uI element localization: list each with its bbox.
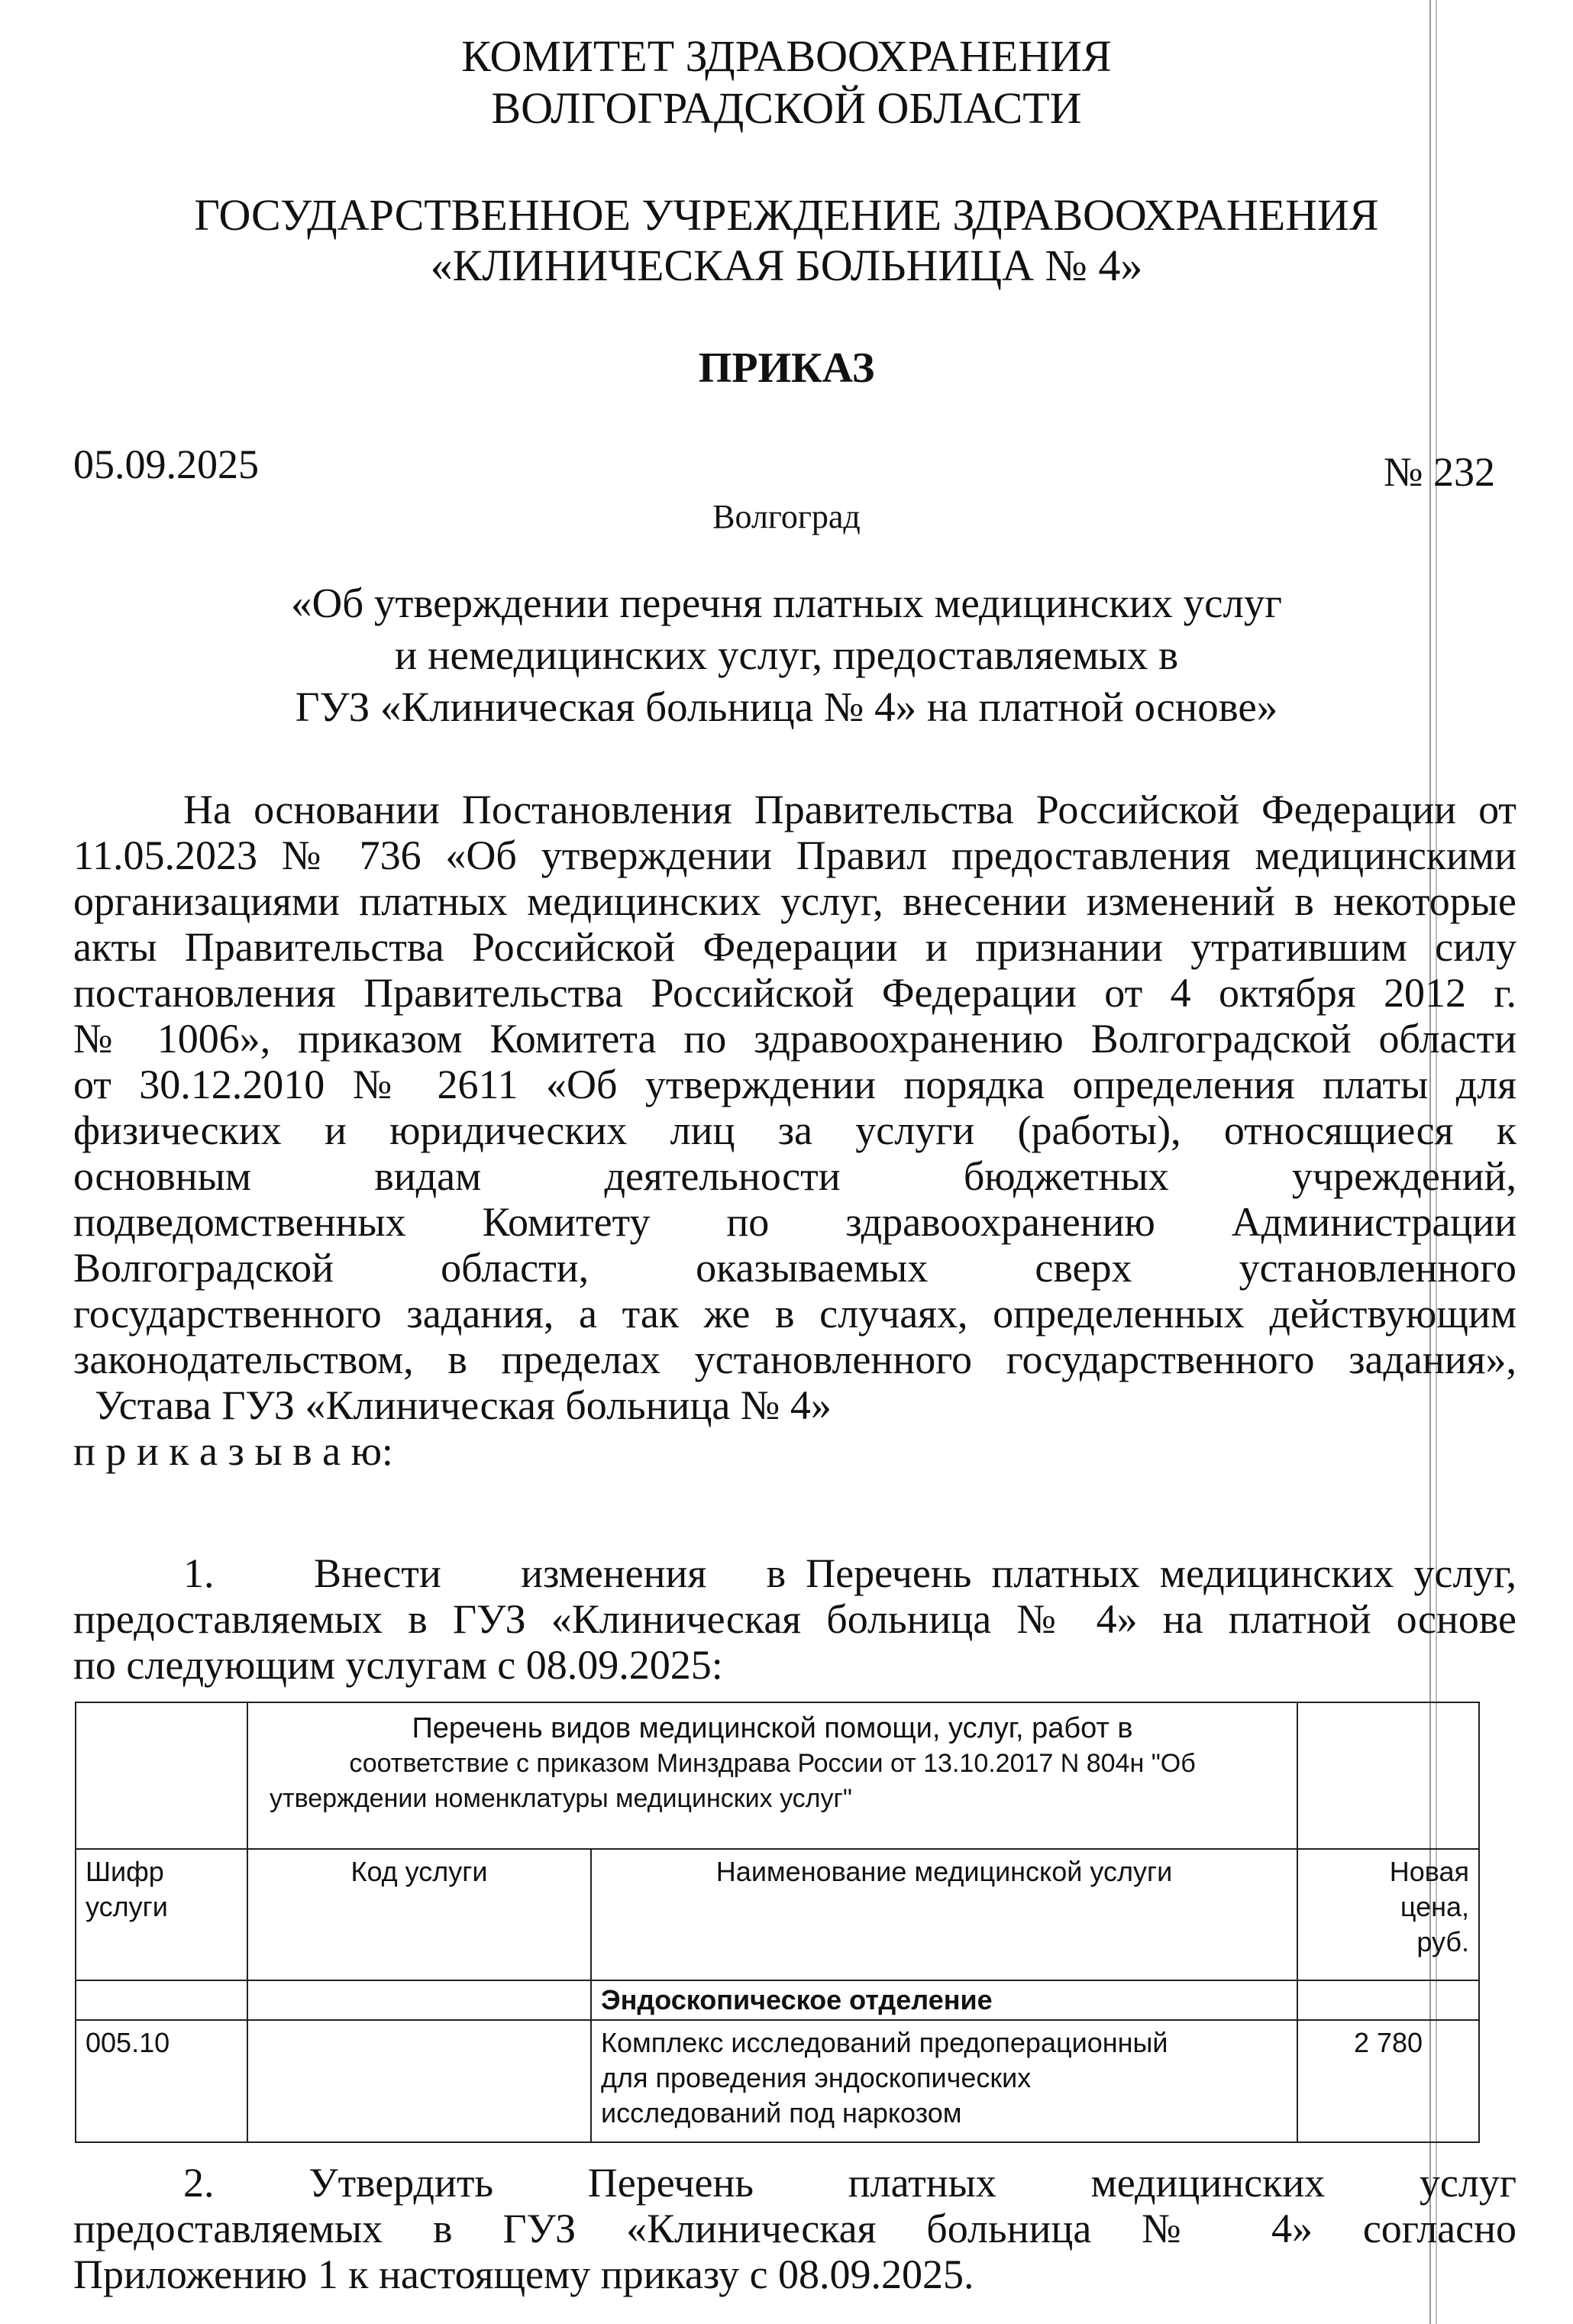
- preamble-line: № 1006», приказом Комитета по здравоохранению Волгоградской области: [73, 1016, 1516, 1062]
- service-name-line: исследований под наркозом: [601, 2097, 962, 2128]
- column-header-text: цена,: [1400, 1891, 1470, 1922]
- table-section-row: [76, 1980, 1479, 2020]
- section-title: Эндоскопическое отделение: [591, 1980, 1297, 2020]
- services-table: [75, 1702, 1480, 2143]
- committee-line-1: КОМИТЕТ ЗДРАВООХРАНЕНИЯ: [461, 31, 1112, 81]
- committee-line-2: ВОЛГОГРАДСКОЙ ОБЛАСТИ: [491, 83, 1082, 133]
- table-cell: [1297, 1980, 1479, 2020]
- preamble-line: физических и юридических лиц за услуги (работы), относящиеся к: [73, 1107, 1516, 1153]
- institution-line-1: ГОСУДАРСТВЕННОЕ УЧРЕЖДЕНИЕ ЗДРАВООХРАНЕНИЯ: [194, 190, 1379, 240]
- item-1-paragraph: [73, 1550, 1516, 1688]
- group-header-line: Перечень видов медицинской помощи, услуг, работ в: [412, 1712, 1133, 1744]
- group-header-line: соответствие с приказом Минздрава России от 13.10.2017 N 804н "Об: [349, 1749, 1196, 1778]
- table-cell: [76, 1980, 247, 2020]
- subject-line-2: и немедицинских услуг, предоставляемых в: [394, 632, 1179, 678]
- preamble-last-line: Устава ГУЗ «Клиническая больница № 4»: [95, 1382, 832, 1428]
- column-header-service-code: Код услуги: [247, 1849, 591, 1980]
- service-name-line: Комплекс исследований предоперационный: [601, 2027, 1168, 2058]
- table-group-header: [247, 1702, 1297, 1849]
- table-row: [76, 2020, 1479, 2142]
- preamble-line: акты Правительства Российской Федерации и признании утратившим силу: [73, 924, 1516, 970]
- preamble-line: от 30.12.2010 № 2611 «Об утверждении порядка определения платы для: [73, 1062, 1516, 1107]
- item-2-line: Приложению 1 к настоящему приказу с 08.09.2025.: [73, 2251, 974, 2297]
- service-code-cell: 005.10: [76, 2020, 247, 2142]
- table-cell: [1297, 1702, 1479, 1849]
- service-nomenclature-cell: [247, 2020, 591, 2142]
- order-date: 05.09.2025: [73, 441, 259, 487]
- column-header-code: [76, 1849, 247, 1980]
- preamble-line: законодательством, в пределах установленного государственного задания»,: [73, 1337, 1516, 1382]
- table-cell: [76, 1702, 247, 1849]
- institution-line-2: «КЛИНИЧЕСКАЯ БОЛЬНИЦА № 4»: [430, 241, 1143, 290]
- item-1-line: 1. Внести изменения в Перечень платных медицинских услуг,: [183, 1550, 1516, 1596]
- order-city: Волгоград: [712, 498, 861, 535]
- subject-line-1: «Об утверждении перечня платных медицинских услуг: [290, 580, 1282, 626]
- group-header-line: утверждении номенклатуры медицинских услуг": [270, 1784, 852, 1813]
- order-word: п р и к а з ы в а ю:: [73, 1428, 393, 1474]
- preamble-paragraph: [73, 787, 1516, 1474]
- preamble-line: подведомственных Комитету по здравоохранению Администрации: [73, 1199, 1516, 1245]
- service-name-line: для проведения эндоскопических: [601, 2062, 1032, 2093]
- column-header-price: [1297, 1849, 1479, 1980]
- column-header-text: руб.: [1416, 1926, 1470, 1957]
- preamble-line: государственного задания, а так же в случаях, определенных действующим: [73, 1291, 1516, 1337]
- column-header-text: услуги: [86, 1891, 168, 1922]
- table-cell: [247, 1980, 591, 2020]
- item-2-line: предоставляемых в ГУЗ «Клиническая больница № 4» согласно: [73, 2206, 1516, 2251]
- item-2-paragraph: [73, 2160, 1516, 2297]
- item-1-line: предоставляемых в ГУЗ «Клиническая больница № 4» на платной основе: [73, 1596, 1516, 1642]
- preamble-line: организациями платных медицинских услуг, внесении изменений в некоторые: [73, 878, 1516, 924]
- service-name-cell: [591, 2020, 1297, 2142]
- table-header-row: [76, 1849, 1479, 1980]
- preamble-line: На основании Постановления Правительства Российской Федерации от: [183, 787, 1516, 832]
- column-header-text: Шифр: [86, 1856, 164, 1887]
- preamble-line: основным видам деятельности бюджетных учреждений,: [73, 1153, 1516, 1199]
- service-price-cell: 2 780: [1297, 2020, 1479, 2142]
- subject-line-3: ГУЗ «Клиническая больница № 4» на платной основе»: [295, 684, 1278, 730]
- column-header-name: Наименование медицинской услуги: [591, 1849, 1297, 1980]
- item-2-line: 2. Утвердить Перечень платных медицинских услуг: [183, 2160, 1516, 2206]
- preamble-line: постановления Правительства Российской Федерации от 4 октября 2012 г.: [73, 970, 1516, 1016]
- preamble-line: 11.05.2023 № 736 «Об утверждении Правил предоставления медицинскими: [73, 832, 1516, 878]
- item-1-line: по следующим услугам с 08.09.2025:: [73, 1642, 723, 1688]
- document-type-title: ПРИКАЗ: [698, 344, 875, 392]
- table-group-header-row: [76, 1702, 1479, 1849]
- column-header-text: Новая: [1389, 1856, 1470, 1887]
- preamble-line: Волгоградской области, оказываемых сверх установленного: [73, 1245, 1516, 1291]
- order-number: № 232: [1384, 449, 1496, 495]
